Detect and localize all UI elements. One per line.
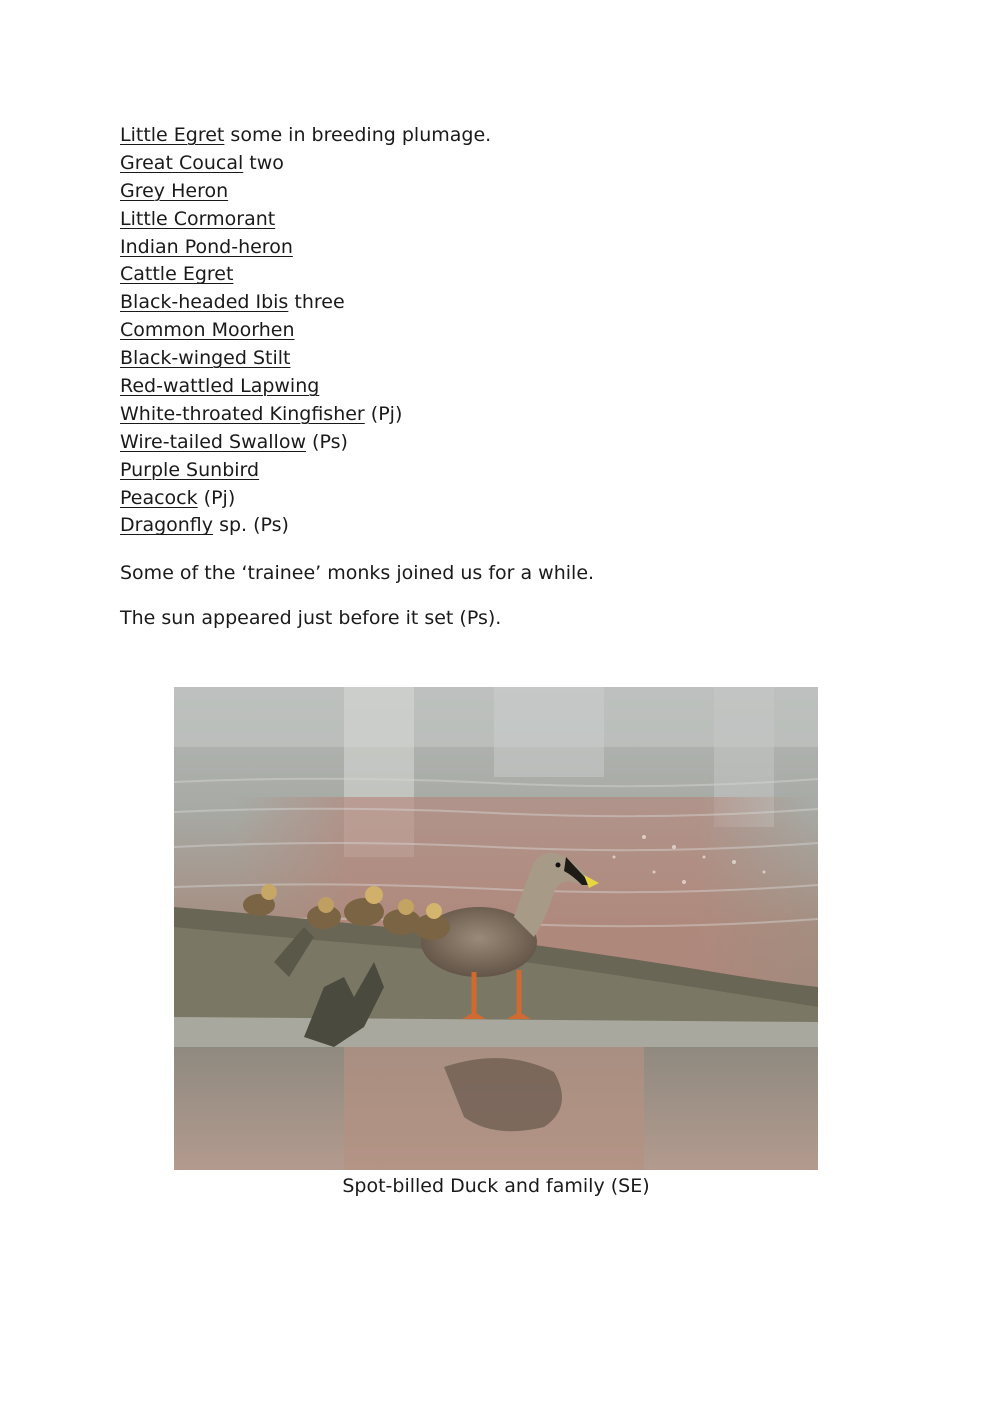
species-note: (Ps): [306, 430, 348, 453]
species-name: Common Moorhen: [120, 319, 295, 342]
duck-photo: [174, 687, 818, 1170]
species-list: [120, 122, 491, 540]
species-note: sp. (Ps): [213, 514, 289, 537]
list-item: [120, 261, 491, 289]
list-item: [120, 317, 491, 345]
species-name: White-throated Kingfisher: [120, 402, 365, 425]
photo-caption: Spot-billed Duck and family (SE): [342, 1175, 650, 1197]
species-name: Peacock: [120, 486, 198, 509]
species-name: Black-headed Ibis: [120, 291, 289, 314]
species-name: Grey Heron: [120, 179, 229, 202]
list-item: [120, 234, 491, 262]
list-item: [120, 206, 491, 234]
list-item: [120, 289, 491, 317]
list-item: [120, 401, 491, 429]
species-name: Little Cormorant: [120, 207, 276, 230]
species-name: Dragonfly: [120, 514, 214, 537]
list-item: [120, 457, 491, 485]
sunset-paragraph: The sun appeared just before it set (Ps).: [120, 607, 502, 629]
list-item: [120, 485, 491, 513]
species-name: Black-winged Stilt: [120, 347, 291, 370]
species-name: Indian Pond-heron: [120, 235, 293, 258]
list-item: [120, 512, 491, 540]
species-note: (Pj): [197, 486, 236, 509]
list-item: [120, 373, 491, 401]
species-note: (Pj): [364, 402, 403, 425]
species-name: Wire-tailed Swallow: [120, 430, 306, 453]
species-note: two: [243, 151, 284, 174]
list-item: [120, 122, 491, 150]
species-name: Little Egret: [120, 124, 225, 146]
species-name: Great Coucal: [120, 151, 244, 174]
species-name: Cattle Egret: [120, 263, 234, 286]
list-item: [120, 150, 491, 178]
list-item: [120, 345, 491, 373]
list-item: [120, 178, 491, 206]
list-item: [120, 429, 491, 457]
monks-paragraph: Some of the ‘trainee’ monks joined us for a while.: [120, 562, 595, 584]
species-name: Purple Sunbird: [120, 458, 260, 481]
species-note: three: [288, 291, 345, 314]
species-name: Red-wattled Lapwing: [120, 375, 320, 398]
species-note: some in breeding plumage.: [224, 124, 492, 146]
